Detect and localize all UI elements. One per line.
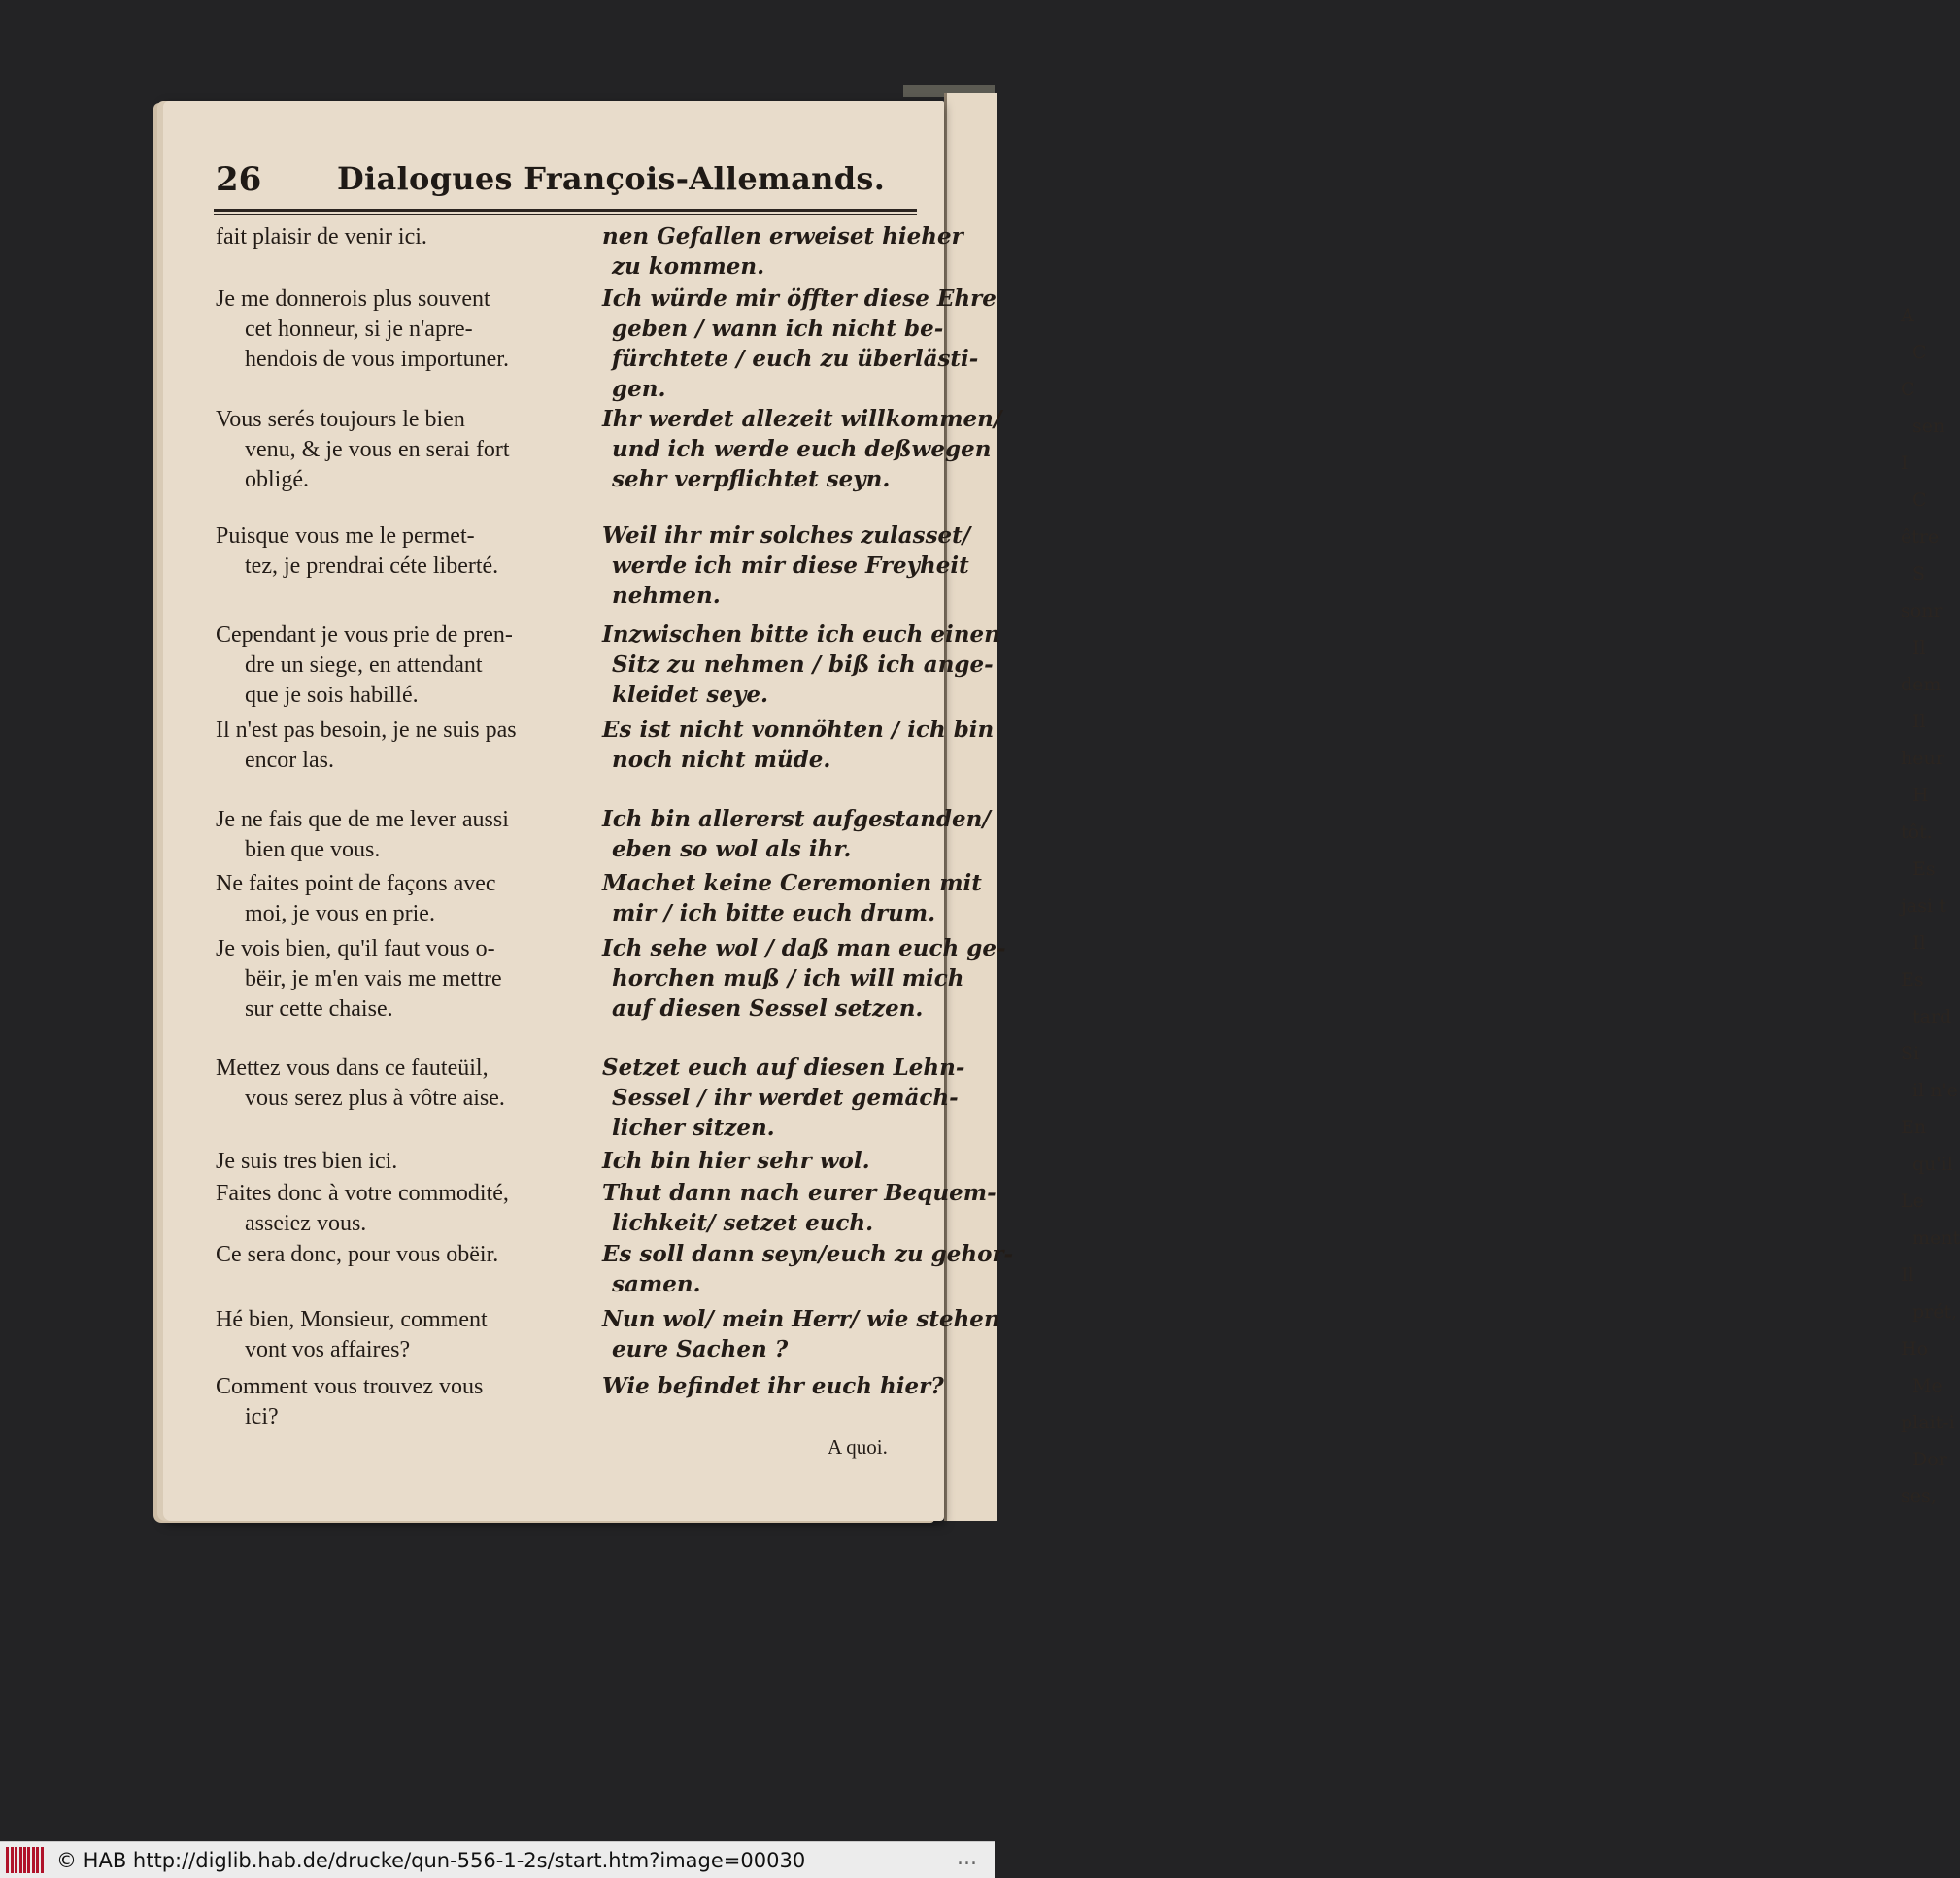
- german-line: und ich werde euch deßwegen: [612, 436, 992, 462]
- next-page-fragment: dem: [1901, 674, 1942, 695]
- next-page-fragment: jasi t: [1901, 895, 1946, 917]
- next-page-fragment: Il: [1912, 711, 1926, 732]
- next-page-fragment: Il: [1912, 637, 1926, 658]
- french-line: dre un siege, en attendant: [245, 653, 483, 678]
- german-line: kleidet seye.: [612, 682, 768, 708]
- german-line: mir / ich bitte euch drum.: [612, 900, 936, 926]
- french-line: bien que vous.: [245, 837, 381, 862]
- french-line: vous serez plus à vôtre aise.: [245, 1086, 505, 1111]
- french-line: Je me donnerois plus souvent: [216, 286, 490, 312]
- french-line: Puisque vous me le permet-: [216, 523, 475, 549]
- next-page-fragment: être: [1901, 526, 1940, 548]
- next-page-fragment: Me: [1912, 1375, 1943, 1396]
- next-page-fragment: sonr: [1901, 600, 1943, 621]
- french-line: Ne faites point de façons avec: [216, 871, 496, 896]
- next-page-fragment: Si: [1901, 1043, 1920, 1064]
- french-line: Hé bien, Monsieur, comment: [216, 1307, 488, 1332]
- german-line: eben so wol als ihr.: [612, 836, 852, 862]
- german-line: Thut dann nach eurer Bequem-: [602, 1180, 997, 1206]
- next-page-fragment: H: [1912, 785, 1929, 806]
- german-line: noch nicht müde.: [612, 747, 831, 773]
- french-line: bëir, je m'en vais me mettre: [245, 966, 502, 991]
- french-line: asseiez vous.: [245, 1211, 367, 1236]
- french-line: cet honneur, si je n'apre-: [245, 317, 473, 342]
- next-page-fragment: il n'e: [1912, 1080, 1958, 1101]
- german-line: Setzet euch auf diesen Lehn-: [602, 1055, 965, 1081]
- next-page-fragment: Dor: [1912, 1449, 1947, 1470]
- french-line: que je sois habillé.: [245, 683, 419, 708]
- german-line: fürchtete / euch zu überlästi-: [612, 346, 979, 372]
- german-line: Ich würde mir öffter diese Ehre: [602, 285, 997, 312]
- next-page-fragment: Le: [1901, 1191, 1924, 1212]
- french-line: sur cette chaise.: [245, 996, 393, 1022]
- next-page-fragment: Es: [1901, 969, 1924, 990]
- french-line: Vous serés toujours le bien: [216, 407, 465, 432]
- next-page-fragment: C: [1912, 342, 1927, 363]
- german-line: Machet keine Ceremonien mit: [602, 870, 982, 896]
- french-line: vont vos affaires?: [245, 1337, 411, 1362]
- logo-bar: [19, 1847, 22, 1873]
- french-line: hendois de vous importuner.: [245, 347, 509, 372]
- next-page-fragment: En: [1901, 1117, 1927, 1138]
- german-line: sehr verpflichtet seyn.: [612, 466, 891, 492]
- french-line: encor las.: [245, 748, 334, 773]
- german-line: nehmen.: [612, 583, 721, 609]
- next-page-fragment: ses,: [1901, 1486, 1937, 1507]
- french-line: obligé.: [245, 467, 309, 492]
- next-page-fragment: C: [1912, 489, 1927, 511]
- next-page-fragment: C: [1901, 379, 1915, 400]
- french-line: tez, je prendrai céte liberté.: [245, 553, 499, 579]
- french-line: Je suis tres bien ici.: [216, 1149, 398, 1174]
- german-line: auf diesen Sessel setzen.: [612, 995, 924, 1022]
- copyright-url[interactable]: © HAB http://diglib.hab.de/drucke/qun-556-1-2s/start.htm?image=00030: [56, 1849, 806, 1872]
- german-line: Inzwischen bitte ich euch einen: [602, 621, 1000, 648]
- next-page-fragment: prét,: [1912, 1301, 1958, 1323]
- german-line: nen Gefallen erweiset hieher: [602, 223, 963, 250]
- french-line: Faites donc à votre commodité,: [216, 1181, 509, 1206]
- german-line: Sessel / ihr werdet gemäch-: [612, 1085, 959, 1111]
- french-line: Comment vous trouvez vous: [216, 1374, 484, 1399]
- german-line: Ich bin allererst aufgestanden/: [602, 806, 991, 832]
- german-line: Ihr werdet allezeit willkommen/: [602, 406, 1002, 432]
- next-page-fragment: Ho: [1901, 1338, 1929, 1359]
- logo-bar: [6, 1847, 9, 1873]
- german-line: Es soll dann seyn/euch zu gehor-: [602, 1241, 1014, 1267]
- next-page-fragment: Il: [1912, 932, 1926, 954]
- catchword: A quoi.: [828, 1435, 888, 1459]
- page-number: 26: [216, 160, 262, 199]
- german-line: Sitz zu nehmen / biß ich ange-: [612, 652, 994, 678]
- next-page-fragment: plait-i: [1901, 1412, 1955, 1433]
- french-line: ici?: [245, 1404, 279, 1429]
- logo-bar: [36, 1847, 39, 1873]
- next-page-fragment: S: [1912, 563, 1926, 585]
- next-page-fragment: sen: [1912, 416, 1945, 437]
- german-line: horchen muß / ich will mich: [612, 965, 964, 991]
- logo-bar: [41, 1847, 44, 1873]
- german-line: Weil ihr mir solches zulasset/: [602, 522, 971, 549]
- hab-logo-icon: [6, 1847, 47, 1873]
- next-page-fragment: tard: [1912, 1006, 1952, 1027]
- next-page-fragment: Il: [1901, 1264, 1914, 1286]
- next-page-fragment: I: [1901, 453, 1909, 474]
- german-line: samen.: [612, 1271, 701, 1297]
- french-line: Mettez vous dans ce fauteüil,: [216, 1056, 489, 1081]
- german-line: lichkeit/ setzet euch.: [612, 1210, 874, 1236]
- french-line: Cependant je vous prie de pren-: [216, 622, 513, 648]
- next-page-fragment: Es: [1912, 858, 1936, 880]
- french-line: Je vois bien, qu'il faut vous o-: [216, 936, 495, 961]
- french-line: venu, & je vous en serai fort: [245, 437, 510, 462]
- logo-bar: [32, 1847, 35, 1873]
- french-line: moi, je vous en prie.: [245, 901, 435, 926]
- german-line: zu kommen.: [612, 253, 765, 280]
- next-page-fragment: A: [1901, 305, 1914, 326]
- german-line: Ich bin hier sehr wol.: [602, 1148, 870, 1174]
- logo-bar: [15, 1847, 17, 1873]
- running-title: Dialogues François-Allemands.: [337, 160, 886, 197]
- german-line: gen.: [612, 376, 666, 402]
- french-line: Il n'est pas besoin, je ne suis pas: [216, 718, 517, 743]
- logo-bar: [27, 1847, 30, 1873]
- next-page-fragment: tôt.: [1901, 822, 1933, 843]
- german-line: Ich sehe wol / daß man euch ge-: [602, 935, 1006, 961]
- german-line: Wie befindet ihr euch hier?: [602, 1373, 944, 1399]
- logo-bar: [11, 1847, 14, 1873]
- next-page-fragment: heur: [1901, 748, 1944, 769]
- german-line: Nun wol/ mein Herr/ wie stehen: [602, 1306, 1000, 1332]
- french-line: Je ne fais que de me lever aussi: [216, 807, 509, 832]
- german-line: werde ich mir diese Freyheit: [612, 553, 969, 579]
- viewer-footer: [0, 1841, 995, 1878]
- german-line: licher sitzen.: [612, 1115, 775, 1141]
- logo-bar: [23, 1847, 26, 1873]
- next-page-fragment: qu'il: [1912, 1154, 1953, 1175]
- german-line: eure Sachen ?: [612, 1336, 789, 1362]
- german-line: geben / wann ich nicht be-: [612, 316, 944, 342]
- french-line: fait plaisir de venir ici.: [216, 224, 427, 250]
- more-icon[interactable]: ...: [957, 1846, 977, 1870]
- german-line: Es ist nicht vonnöhten / ich bin: [602, 717, 995, 743]
- next-page-fragment: ment: [1912, 1227, 1960, 1249]
- french-line: Ce sera donc, pour vous obëir.: [216, 1242, 499, 1267]
